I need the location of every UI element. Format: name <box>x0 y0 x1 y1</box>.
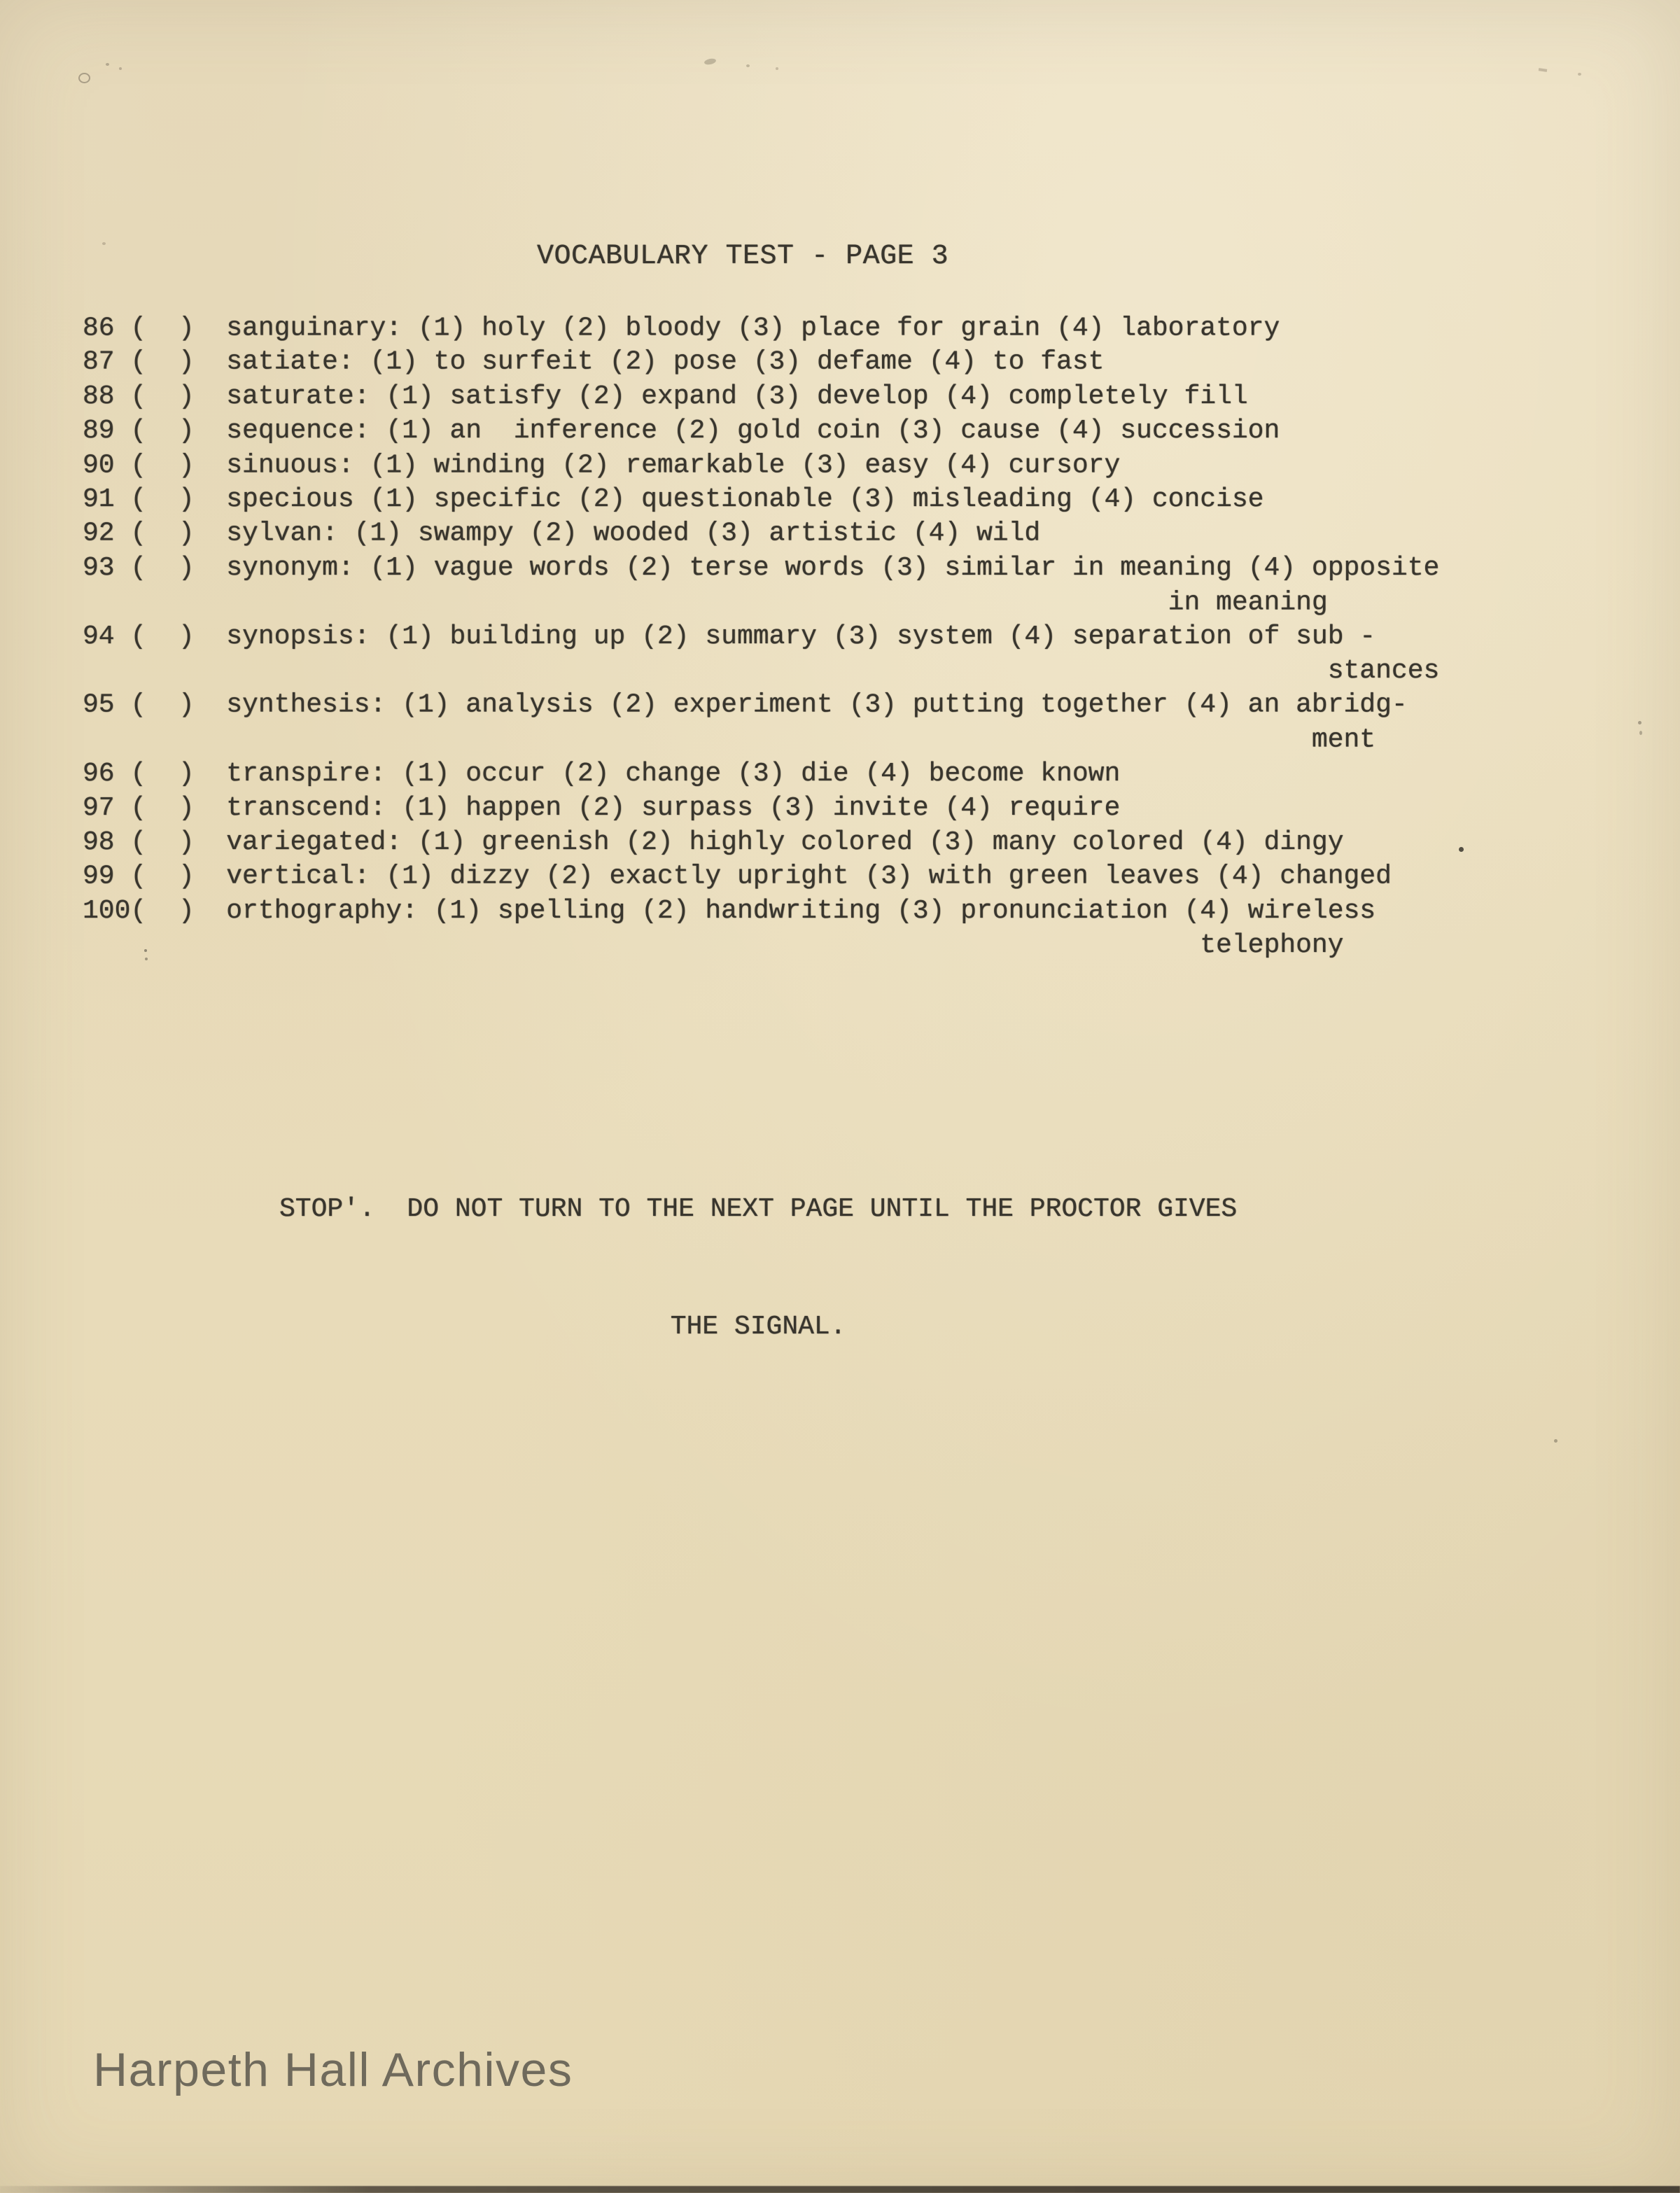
question-line: 98 ( ) variegated: (1) greenish (2) highly colored (3) many colored (4) dingy <box>83 827 1344 857</box>
question-continuation-line: ment <box>1311 724 1376 755</box>
ink-speck <box>1554 1439 1558 1443</box>
ink-speck <box>102 242 106 245</box>
ink-speck <box>1638 721 1642 724</box>
question-line: 96 ( ) transpire: (1) occur (2) change (3) die (4) become known <box>83 759 1121 789</box>
question-line: 93 ( ) synonym: (1) vague words (2) terse words (3) similar in meaning (4) opposite <box>83 553 1440 583</box>
vocabulary-question-list <box>83 311 1439 962</box>
scan-edge-shadow <box>0 2186 1680 2193</box>
question-line: 91 ( ) specious (1) specific (2) questionable (3) misleading (4) concise <box>83 484 1264 514</box>
ink-speck <box>776 67 778 70</box>
ink-speck <box>1578 73 1581 76</box>
question-line: 88 ( ) saturate: (1) satisfy (2) expand (3) develop (4) completely fill <box>83 381 1248 412</box>
ink-smudge <box>1539 68 1547 72</box>
stop-notice <box>279 1112 1237 1425</box>
ink-speck <box>1639 731 1642 735</box>
ink-speck <box>119 67 122 70</box>
ink-speck <box>746 64 750 67</box>
question-line: 86 ( ) sanguinary: (1) holy (2) bloody (3) place for grain (4) laboratory <box>83 313 1280 344</box>
question-continuation-line: telephony <box>1200 930 1344 960</box>
stop-notice-line-2: THE SIGNAL. <box>670 1312 846 1342</box>
question-line: 95 ( ) synthesis: (1) analysis (2) experiment (3) putting together (4) an abridg- <box>83 689 1408 720</box>
question-continuation-line: in meaning <box>1168 587 1328 618</box>
question-line: 90 ( ) sinuous: (1) winding (2) remarkable (3) easy (4) cursory <box>83 450 1121 481</box>
stop-notice-line-1: STOP'. DO NOT TURN TO THE NEXT PAGE UNTIL THE PROCTOR GIVES <box>279 1194 1238 1224</box>
question-continuation-line: stances <box>1327 656 1440 686</box>
question-line: 87 ( ) satiate: (1) to surfeit (2) pose (3) defame (4) to fast <box>83 346 1105 377</box>
page-title: VOCABULARY TEST - PAGE 3 <box>537 241 949 272</box>
question-line: 97 ( ) transcend: (1) happen (2) surpass (3) invite (4) require <box>83 793 1121 823</box>
ink-dot <box>1459 847 1464 852</box>
ink-speck-ring <box>78 73 90 83</box>
question-line: 89 ( ) sequence: (1) an inference (2) gold coin (3) cause (4) succession <box>83 416 1280 446</box>
archive-watermark: Harpeth Hall Archives <box>93 2043 573 2096</box>
question-line: 100( ) orthography: (1) spelling (2) handwriting (3) pronunciation (4) wireless <box>83 896 1376 926</box>
ink-speck <box>106 63 109 66</box>
question-line: 94 ( ) synopsis: (1) building up (2) summary (3) system (4) separation of sub - <box>83 622 1376 652</box>
question-line: 99 ( ) vertical: (1) dizzy (2) exactly upright (3) with green leaves (4) changed <box>83 861 1392 892</box>
question-line: 92 ( ) sylvan: (1) swampy (2) wooded (3) artistic (4) wild <box>83 518 1041 549</box>
ink-smudge <box>704 57 716 65</box>
